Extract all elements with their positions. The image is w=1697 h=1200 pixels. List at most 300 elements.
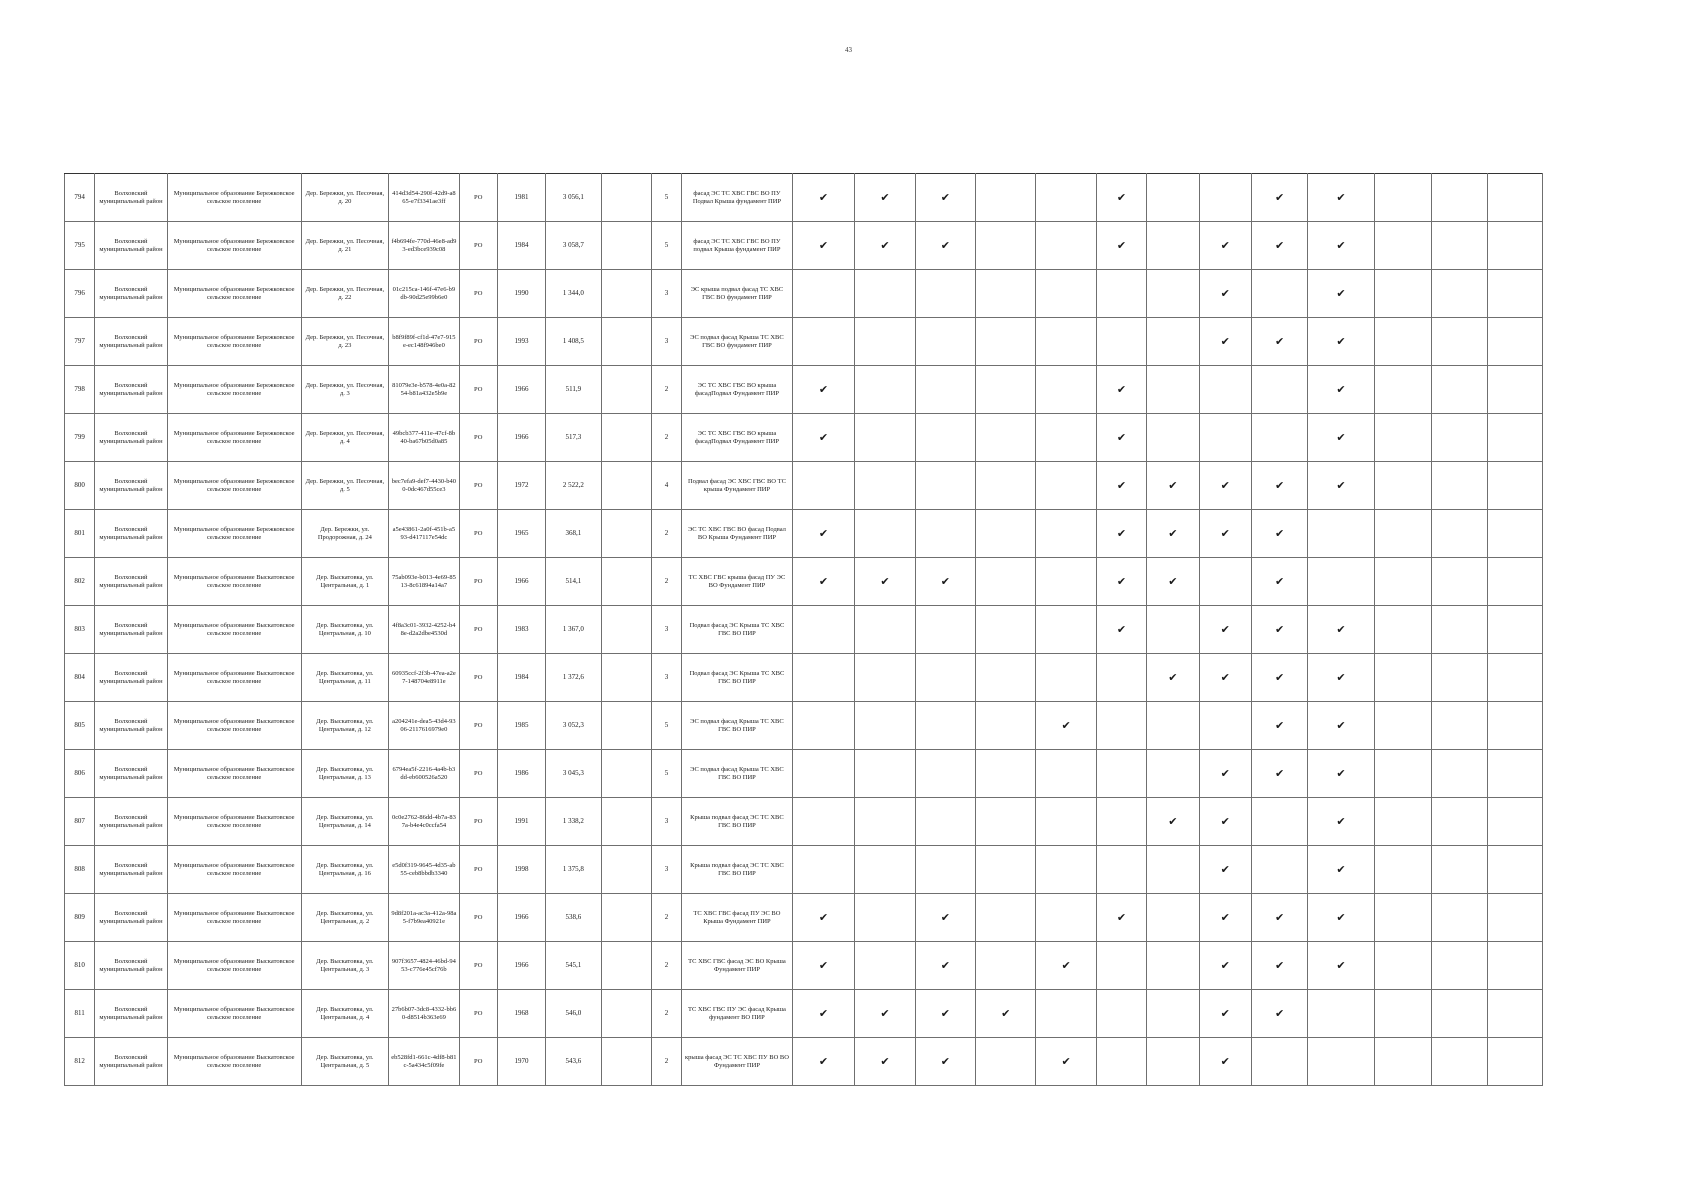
empty-check-cell — [1488, 366, 1543, 414]
building-id-cell: 0c0e2762-86dd-4b7a-837a-b4e4c0ccfa54 — [389, 798, 459, 846]
row-number: 804 — [65, 654, 95, 702]
municipality-cell: Муниципальное образование Выскатовское сельское поселение — [167, 558, 301, 606]
building-id-cell: b8f9f89f-cf1d-47e7-915e-ec148f946be0 — [389, 318, 459, 366]
check-mark-icon: ✔ — [792, 558, 854, 606]
check-mark-icon: ✔ — [792, 1038, 854, 1086]
empty-check-cell — [1374, 462, 1431, 510]
empty-check-cell — [855, 462, 915, 510]
empty-check-cell — [1432, 510, 1488, 558]
empty-check-cell — [792, 462, 854, 510]
row-number: 812 — [65, 1038, 95, 1086]
empty-check-cell — [1251, 366, 1307, 414]
empty-check-cell — [1147, 990, 1199, 1038]
check-mark-icon: ✔ — [792, 366, 854, 414]
row-number: 800 — [65, 462, 95, 510]
table-row — [65, 654, 1543, 702]
empty-check-cell — [1036, 798, 1096, 846]
type-cell: РО — [459, 990, 497, 1038]
district-cell: Волховский муниципальный район — [95, 1038, 167, 1086]
table-row — [65, 174, 1543, 222]
floors-cell: 2 — [651, 990, 681, 1038]
check-mark-icon: ✔ — [1199, 942, 1251, 990]
works-list-cell: ТС ХВС ГВС ПУ ЭС фасад Крыша фундамент ВО ПИР — [682, 990, 793, 1038]
empty-check-cell — [1488, 318, 1543, 366]
empty-check-cell — [1374, 1038, 1431, 1086]
check-mark-icon: ✔ — [855, 174, 915, 222]
type-cell: РО — [459, 654, 497, 702]
check-mark-icon: ✔ — [1096, 894, 1146, 942]
empty-check-cell — [915, 654, 975, 702]
year-cell: 1984 — [497, 654, 545, 702]
district-cell: Волховский муниципальный район — [95, 222, 167, 270]
municipality-cell: Муниципальное образование Бережковское сельское поселение — [167, 510, 301, 558]
row-number: 795 — [65, 222, 95, 270]
empty-check-cell — [1488, 990, 1543, 1038]
table-row — [65, 270, 1543, 318]
check-mark-icon: ✔ — [1308, 270, 1374, 318]
check-mark-icon: ✔ — [1251, 894, 1307, 942]
district-cell: Волховский муниципальный район — [95, 894, 167, 942]
municipality-cell: Муниципальное образование Бережковское сельское поселение — [167, 318, 301, 366]
empty-check-cell — [1308, 990, 1374, 1038]
empty-check-cell — [792, 846, 854, 894]
area-cell: 3 058,7 — [546, 222, 601, 270]
area-cell: 1 338,2 — [546, 798, 601, 846]
empty-cell — [601, 798, 651, 846]
table-row — [65, 318, 1543, 366]
check-mark-icon: ✔ — [1251, 702, 1307, 750]
empty-check-cell — [1308, 510, 1374, 558]
empty-check-cell — [1432, 654, 1488, 702]
empty-check-cell — [1036, 990, 1096, 1038]
check-mark-icon: ✔ — [1147, 654, 1199, 702]
empty-check-cell — [976, 318, 1036, 366]
address-cell: Дер. Бережки, ул. Песочная, д. 5 — [301, 462, 389, 510]
table-row — [65, 942, 1543, 990]
floors-cell: 5 — [651, 750, 681, 798]
type-cell: РО — [459, 1038, 497, 1086]
empty-check-cell — [1488, 174, 1543, 222]
building-id-cell: 6794ea5f-2216-4a4b-b3dd-eb600526a520 — [389, 750, 459, 798]
table-row — [65, 894, 1543, 942]
empty-check-cell — [1488, 222, 1543, 270]
table-row — [65, 462, 1543, 510]
empty-check-cell — [976, 222, 1036, 270]
empty-check-cell — [1432, 318, 1488, 366]
check-mark-icon: ✔ — [915, 990, 975, 1038]
year-cell: 1985 — [497, 702, 545, 750]
empty-check-cell — [1036, 318, 1096, 366]
check-mark-icon: ✔ — [1147, 558, 1199, 606]
empty-check-cell — [1096, 1038, 1146, 1086]
type-cell: РО — [459, 750, 497, 798]
year-cell: 1966 — [497, 894, 545, 942]
empty-check-cell — [976, 414, 1036, 462]
empty-check-cell — [855, 894, 915, 942]
empty-check-cell — [1147, 222, 1199, 270]
empty-check-cell — [915, 606, 975, 654]
table-row — [65, 222, 1543, 270]
year-cell: 1972 — [497, 462, 545, 510]
check-mark-icon: ✔ — [915, 558, 975, 606]
check-mark-icon: ✔ — [915, 174, 975, 222]
empty-check-cell — [1147, 846, 1199, 894]
empty-check-cell — [1488, 654, 1543, 702]
empty-check-cell — [1036, 462, 1096, 510]
floors-cell: 3 — [651, 606, 681, 654]
empty-check-cell — [1036, 606, 1096, 654]
empty-check-cell — [1374, 846, 1431, 894]
empty-check-cell — [976, 606, 1036, 654]
floors-cell: 2 — [651, 366, 681, 414]
building-id-cell: a204241e-dea5-43d4-9306-2117616979e0 — [389, 702, 459, 750]
check-mark-icon: ✔ — [1147, 798, 1199, 846]
empty-cell — [601, 270, 651, 318]
building-id-cell: eb528fd1-661c-4df8-b81c-5a434c5f09fe — [389, 1038, 459, 1086]
check-mark-icon: ✔ — [1308, 702, 1374, 750]
building-id-cell: 907f3657-4824-46bd-9453-c776e45cf76b — [389, 942, 459, 990]
floors-cell: 3 — [651, 846, 681, 894]
empty-cell — [601, 462, 651, 510]
empty-check-cell — [1432, 462, 1488, 510]
area-cell: 3 052,3 — [546, 702, 601, 750]
check-mark-icon: ✔ — [1308, 414, 1374, 462]
type-cell: РО — [459, 222, 497, 270]
check-mark-icon: ✔ — [1199, 222, 1251, 270]
address-cell: Дер. Выскатовка, ул. Центральная, д. 3 — [301, 942, 389, 990]
row-number: 805 — [65, 702, 95, 750]
empty-check-cell — [1374, 366, 1431, 414]
empty-check-cell — [915, 414, 975, 462]
empty-check-cell — [1432, 942, 1488, 990]
check-mark-icon: ✔ — [1199, 318, 1251, 366]
check-mark-icon: ✔ — [855, 990, 915, 1038]
empty-check-cell — [976, 558, 1036, 606]
floors-cell: 3 — [651, 654, 681, 702]
municipality-cell: Муниципальное образование Бережковское сельское поселение — [167, 414, 301, 462]
empty-check-cell — [1432, 750, 1488, 798]
empty-check-cell — [855, 750, 915, 798]
address-cell: Дер. Выскатовка, ул. Центральная, д. 12 — [301, 702, 389, 750]
empty-cell — [601, 222, 651, 270]
building-id-cell: 49bcb377-411e-47cf-8b40-ba67b05d0a85 — [389, 414, 459, 462]
year-cell: 1984 — [497, 222, 545, 270]
empty-check-cell — [1251, 414, 1307, 462]
row-number: 809 — [65, 894, 95, 942]
table-row — [65, 366, 1543, 414]
check-mark-icon: ✔ — [1251, 750, 1307, 798]
municipality-cell: Муниципальное образование Бережковское сельское поселение — [167, 462, 301, 510]
empty-check-cell — [976, 174, 1036, 222]
empty-check-cell — [1199, 366, 1251, 414]
district-cell: Волховский муниципальный район — [95, 510, 167, 558]
table-row — [65, 846, 1543, 894]
floors-cell: 2 — [651, 942, 681, 990]
floors-cell: 3 — [651, 798, 681, 846]
building-id-cell: 4f8a3c01-3932-4252-b48e-d2a2dbe4530d — [389, 606, 459, 654]
floors-cell: 5 — [651, 222, 681, 270]
check-mark-icon: ✔ — [915, 222, 975, 270]
empty-check-cell — [915, 702, 975, 750]
check-mark-icon: ✔ — [1251, 990, 1307, 1038]
empty-cell — [601, 942, 651, 990]
check-mark-icon: ✔ — [915, 1038, 975, 1086]
empty-check-cell — [1488, 1038, 1543, 1086]
empty-check-cell — [976, 654, 1036, 702]
empty-check-cell — [855, 798, 915, 846]
works-list-cell: ЭС подвал фасад Крыша ТС ХВС ГВС ВО фундамент ПИР — [682, 318, 793, 366]
area-cell: 545,1 — [546, 942, 601, 990]
floors-cell: 3 — [651, 318, 681, 366]
empty-cell — [601, 750, 651, 798]
empty-cell — [601, 318, 651, 366]
building-id-cell: 414d3d54-290f-42d9-a865-e7f3341ae3ff — [389, 174, 459, 222]
empty-check-cell — [976, 846, 1036, 894]
empty-cell — [601, 558, 651, 606]
area-cell: 3 045,3 — [546, 750, 601, 798]
type-cell: РО — [459, 846, 497, 894]
empty-cell — [601, 606, 651, 654]
building-id-cell: 9d8f201a-ac3a-412a-98a5-f7b9ea40921e — [389, 894, 459, 942]
type-cell: РО — [459, 366, 497, 414]
type-cell: РО — [459, 894, 497, 942]
empty-check-cell — [915, 798, 975, 846]
check-mark-icon: ✔ — [792, 942, 854, 990]
works-list-cell: фасад ЭС ТС ХВС ГВС ВО ПУ Подвал Крыша фундамент ПИР — [682, 174, 793, 222]
row-number: 808 — [65, 846, 95, 894]
address-cell: Дер. Бережки, ул. Песочная, д. 4 — [301, 414, 389, 462]
district-cell: Волховский муниципальный район — [95, 942, 167, 990]
empty-check-cell — [1308, 558, 1374, 606]
building-id-cell: f4b694fe-770d-46e8-ad93-ed3bce939c08 — [389, 222, 459, 270]
check-mark-icon: ✔ — [855, 222, 915, 270]
municipality-cell: Муниципальное образование Выскатовское сельское поселение — [167, 798, 301, 846]
floors-cell: 2 — [651, 1038, 681, 1086]
empty-check-cell — [915, 510, 975, 558]
municipality-cell: Муниципальное образование Выскатовское сельское поселение — [167, 942, 301, 990]
empty-check-cell — [1096, 318, 1146, 366]
empty-check-cell — [1432, 990, 1488, 1038]
check-mark-icon: ✔ — [1251, 174, 1307, 222]
address-cell: Дер. Выскатовка, ул. Центральная, д. 11 — [301, 654, 389, 702]
empty-check-cell — [1147, 894, 1199, 942]
building-id-cell: 60935ccf-2f3b-47ea-a2e7-148704e8911e — [389, 654, 459, 702]
works-list-cell: Подвал фасад ЭС Крыша ТС ХВС ГВС ВО ПИР — [682, 606, 793, 654]
empty-check-cell — [1374, 750, 1431, 798]
empty-check-cell — [1199, 702, 1251, 750]
empty-check-cell — [1308, 1038, 1374, 1086]
table-row — [65, 798, 1543, 846]
works-list-cell: ТС ХВС ГВС фасад ПУ ЭС ВО Крыша Фундамент ПИР — [682, 894, 793, 942]
page-number: 43 — [845, 46, 852, 54]
address-cell: Дер. Выскатовка, ул. Центральная, д. 14 — [301, 798, 389, 846]
check-mark-icon: ✔ — [792, 510, 854, 558]
type-cell: РО — [459, 462, 497, 510]
building-id-cell: 01c215ca-146f-47e6-b9db-90d25e99b6e0 — [389, 270, 459, 318]
works-list-cell: Подвал фасад ЭС Крыша ТС ХВС ГВС ВО ПИР — [682, 654, 793, 702]
empty-check-cell — [792, 750, 854, 798]
empty-check-cell — [915, 750, 975, 798]
works-list-cell: крыша фасад ЭС ТС ХВС ПУ ВО ВО Фундамент ПИР — [682, 1038, 793, 1086]
works-list-cell: ЭС подвал фасад Крыша ТС ХВС ГВС ВО ПИР — [682, 702, 793, 750]
works-list-cell: ЭС ТС ХВС ГВС ВО фасад Подвал ВО Крыша Фундамент ПИР — [682, 510, 793, 558]
area-cell: 511,9 — [546, 366, 601, 414]
works-list-cell: ЭС подвал фасад Крыша ТС ХВС ГВС ВО ПИР — [682, 750, 793, 798]
check-mark-icon: ✔ — [1308, 606, 1374, 654]
building-id-cell: e5d0f319-9645-4d35-ab55-ceb8bbdb3340 — [389, 846, 459, 894]
floors-cell: 3 — [651, 270, 681, 318]
works-list-cell: ЭС ТС ХВС ГВС ВО крыша фасадПодвал Фундамент ПИР — [682, 366, 793, 414]
empty-check-cell — [1374, 654, 1431, 702]
empty-check-cell — [855, 270, 915, 318]
district-cell: Волховский муниципальный район — [95, 750, 167, 798]
year-cell: 1986 — [497, 750, 545, 798]
empty-check-cell — [915, 270, 975, 318]
empty-check-cell — [855, 942, 915, 990]
check-mark-icon: ✔ — [1096, 366, 1146, 414]
empty-check-cell — [1036, 366, 1096, 414]
empty-check-cell — [1374, 174, 1431, 222]
area-cell: 368,1 — [546, 510, 601, 558]
municipality-cell: Муниципальное образование Выскатовское сельское поселение — [167, 654, 301, 702]
check-mark-icon: ✔ — [1096, 414, 1146, 462]
municipality-cell: Муниципальное образование Выскатовское сельское поселение — [167, 894, 301, 942]
check-mark-icon: ✔ — [855, 558, 915, 606]
empty-check-cell — [1432, 1038, 1488, 1086]
check-mark-icon: ✔ — [1096, 462, 1146, 510]
district-cell: Волховский муниципальный район — [95, 990, 167, 1038]
empty-cell — [601, 702, 651, 750]
empty-check-cell — [855, 702, 915, 750]
row-number: 807 — [65, 798, 95, 846]
check-mark-icon: ✔ — [1308, 462, 1374, 510]
empty-check-cell — [976, 270, 1036, 318]
empty-check-cell — [915, 846, 975, 894]
municipality-cell: Муниципальное образование Выскатовское сельское поселение — [167, 1038, 301, 1086]
register-table — [64, 173, 1543, 1086]
check-mark-icon: ✔ — [1036, 942, 1096, 990]
type-cell: РО — [459, 318, 497, 366]
check-mark-icon: ✔ — [855, 1038, 915, 1086]
year-cell: 1966 — [497, 366, 545, 414]
address-cell: Дер. Выскатовка, ул. Центральная, д. 10 — [301, 606, 389, 654]
year-cell: 1966 — [497, 414, 545, 462]
building-id-cell: 27b6b07-3dc8-4332-bb60-d8514b363e69 — [389, 990, 459, 1038]
check-mark-icon: ✔ — [1251, 654, 1307, 702]
empty-check-cell — [792, 270, 854, 318]
type-cell: РО — [459, 510, 497, 558]
year-cell: 1991 — [497, 798, 545, 846]
check-mark-icon: ✔ — [1308, 798, 1374, 846]
empty-check-cell — [1432, 606, 1488, 654]
municipality-cell: Муниципальное образование Выскатовское сельское поселение — [167, 990, 301, 1038]
floors-cell: 5 — [651, 702, 681, 750]
empty-check-cell — [855, 510, 915, 558]
empty-check-cell — [1374, 606, 1431, 654]
empty-cell — [601, 990, 651, 1038]
type-cell: РО — [459, 174, 497, 222]
row-number: 811 — [65, 990, 95, 1038]
check-mark-icon: ✔ — [1308, 174, 1374, 222]
empty-cell — [601, 510, 651, 558]
row-number: 810 — [65, 942, 95, 990]
empty-check-cell — [1432, 798, 1488, 846]
area-cell: 543,6 — [546, 1038, 601, 1086]
empty-check-cell — [1147, 750, 1199, 798]
district-cell: Волховский муниципальный район — [95, 798, 167, 846]
empty-check-cell — [1147, 366, 1199, 414]
empty-check-cell — [976, 942, 1036, 990]
building-id-cell: bec7efa9-def7-4430-b400-0dc467d55ce3 — [389, 462, 459, 510]
area-cell: 546,0 — [546, 990, 601, 1038]
empty-cell — [601, 894, 651, 942]
district-cell: Волховский муниципальный район — [95, 702, 167, 750]
check-mark-icon: ✔ — [1251, 462, 1307, 510]
empty-check-cell — [976, 798, 1036, 846]
type-cell: РО — [459, 270, 497, 318]
municipality-cell: Муниципальное образование Бережковское сельское поселение — [167, 366, 301, 414]
building-id-cell: 81079e3e-b578-4e0a-8254-b81a432e5b9e — [389, 366, 459, 414]
table-row — [65, 558, 1543, 606]
check-mark-icon: ✔ — [1096, 174, 1146, 222]
area-cell: 1 344,0 — [546, 270, 601, 318]
empty-check-cell — [1199, 414, 1251, 462]
municipality-cell: Муниципальное образование Выскатовское сельское поселение — [167, 750, 301, 798]
check-mark-icon: ✔ — [792, 222, 854, 270]
address-cell: Дер. Бережки, ул. Песочная, д. 23 — [301, 318, 389, 366]
area-cell: 2 522,2 — [546, 462, 601, 510]
empty-check-cell — [1147, 174, 1199, 222]
address-cell: Дер. Бережки, ул. Песочная, д. 21 — [301, 222, 389, 270]
empty-check-cell — [1036, 894, 1096, 942]
works-list-cell: ТС ХВС ГВС крыша фасад ПУ ЭС ВО Фундамент ПИР — [682, 558, 793, 606]
empty-check-cell — [792, 318, 854, 366]
floors-cell: 5 — [651, 174, 681, 222]
district-cell: Волховский муниципальный район — [95, 606, 167, 654]
floors-cell: 2 — [651, 558, 681, 606]
empty-check-cell — [1488, 798, 1543, 846]
area-cell: 514,1 — [546, 558, 601, 606]
district-cell: Волховский муниципальный район — [95, 462, 167, 510]
area-cell: 3 056,1 — [546, 174, 601, 222]
empty-check-cell — [1096, 702, 1146, 750]
address-cell: Дер. Выскатовка, ул. Центральная, д. 4 — [301, 990, 389, 1038]
district-cell: Волховский муниципальный район — [95, 270, 167, 318]
municipality-cell: Муниципальное образование Выскатовское сельское поселение — [167, 846, 301, 894]
works-list-cell: ЭС ТС ХВС ГВС ВО крыша фасадПодвал Фундамент ПИР — [682, 414, 793, 462]
empty-check-cell — [915, 318, 975, 366]
empty-check-cell — [1147, 414, 1199, 462]
empty-check-cell — [1374, 894, 1431, 942]
check-mark-icon: ✔ — [1096, 558, 1146, 606]
table-row — [65, 990, 1543, 1038]
municipality-cell: Муниципальное образование Выскатовское сельское поселение — [167, 702, 301, 750]
check-mark-icon: ✔ — [1308, 750, 1374, 798]
empty-check-cell — [976, 510, 1036, 558]
check-mark-icon: ✔ — [1096, 510, 1146, 558]
empty-check-cell — [976, 750, 1036, 798]
check-mark-icon: ✔ — [1251, 558, 1307, 606]
empty-check-cell — [855, 606, 915, 654]
address-cell: Дер. Бережки, ул. Песочная, д. 22 — [301, 270, 389, 318]
empty-check-cell — [1488, 606, 1543, 654]
check-mark-icon: ✔ — [1199, 606, 1251, 654]
empty-cell — [601, 366, 651, 414]
empty-check-cell — [855, 414, 915, 462]
empty-check-cell — [1488, 462, 1543, 510]
type-cell: РО — [459, 702, 497, 750]
empty-check-cell — [792, 654, 854, 702]
